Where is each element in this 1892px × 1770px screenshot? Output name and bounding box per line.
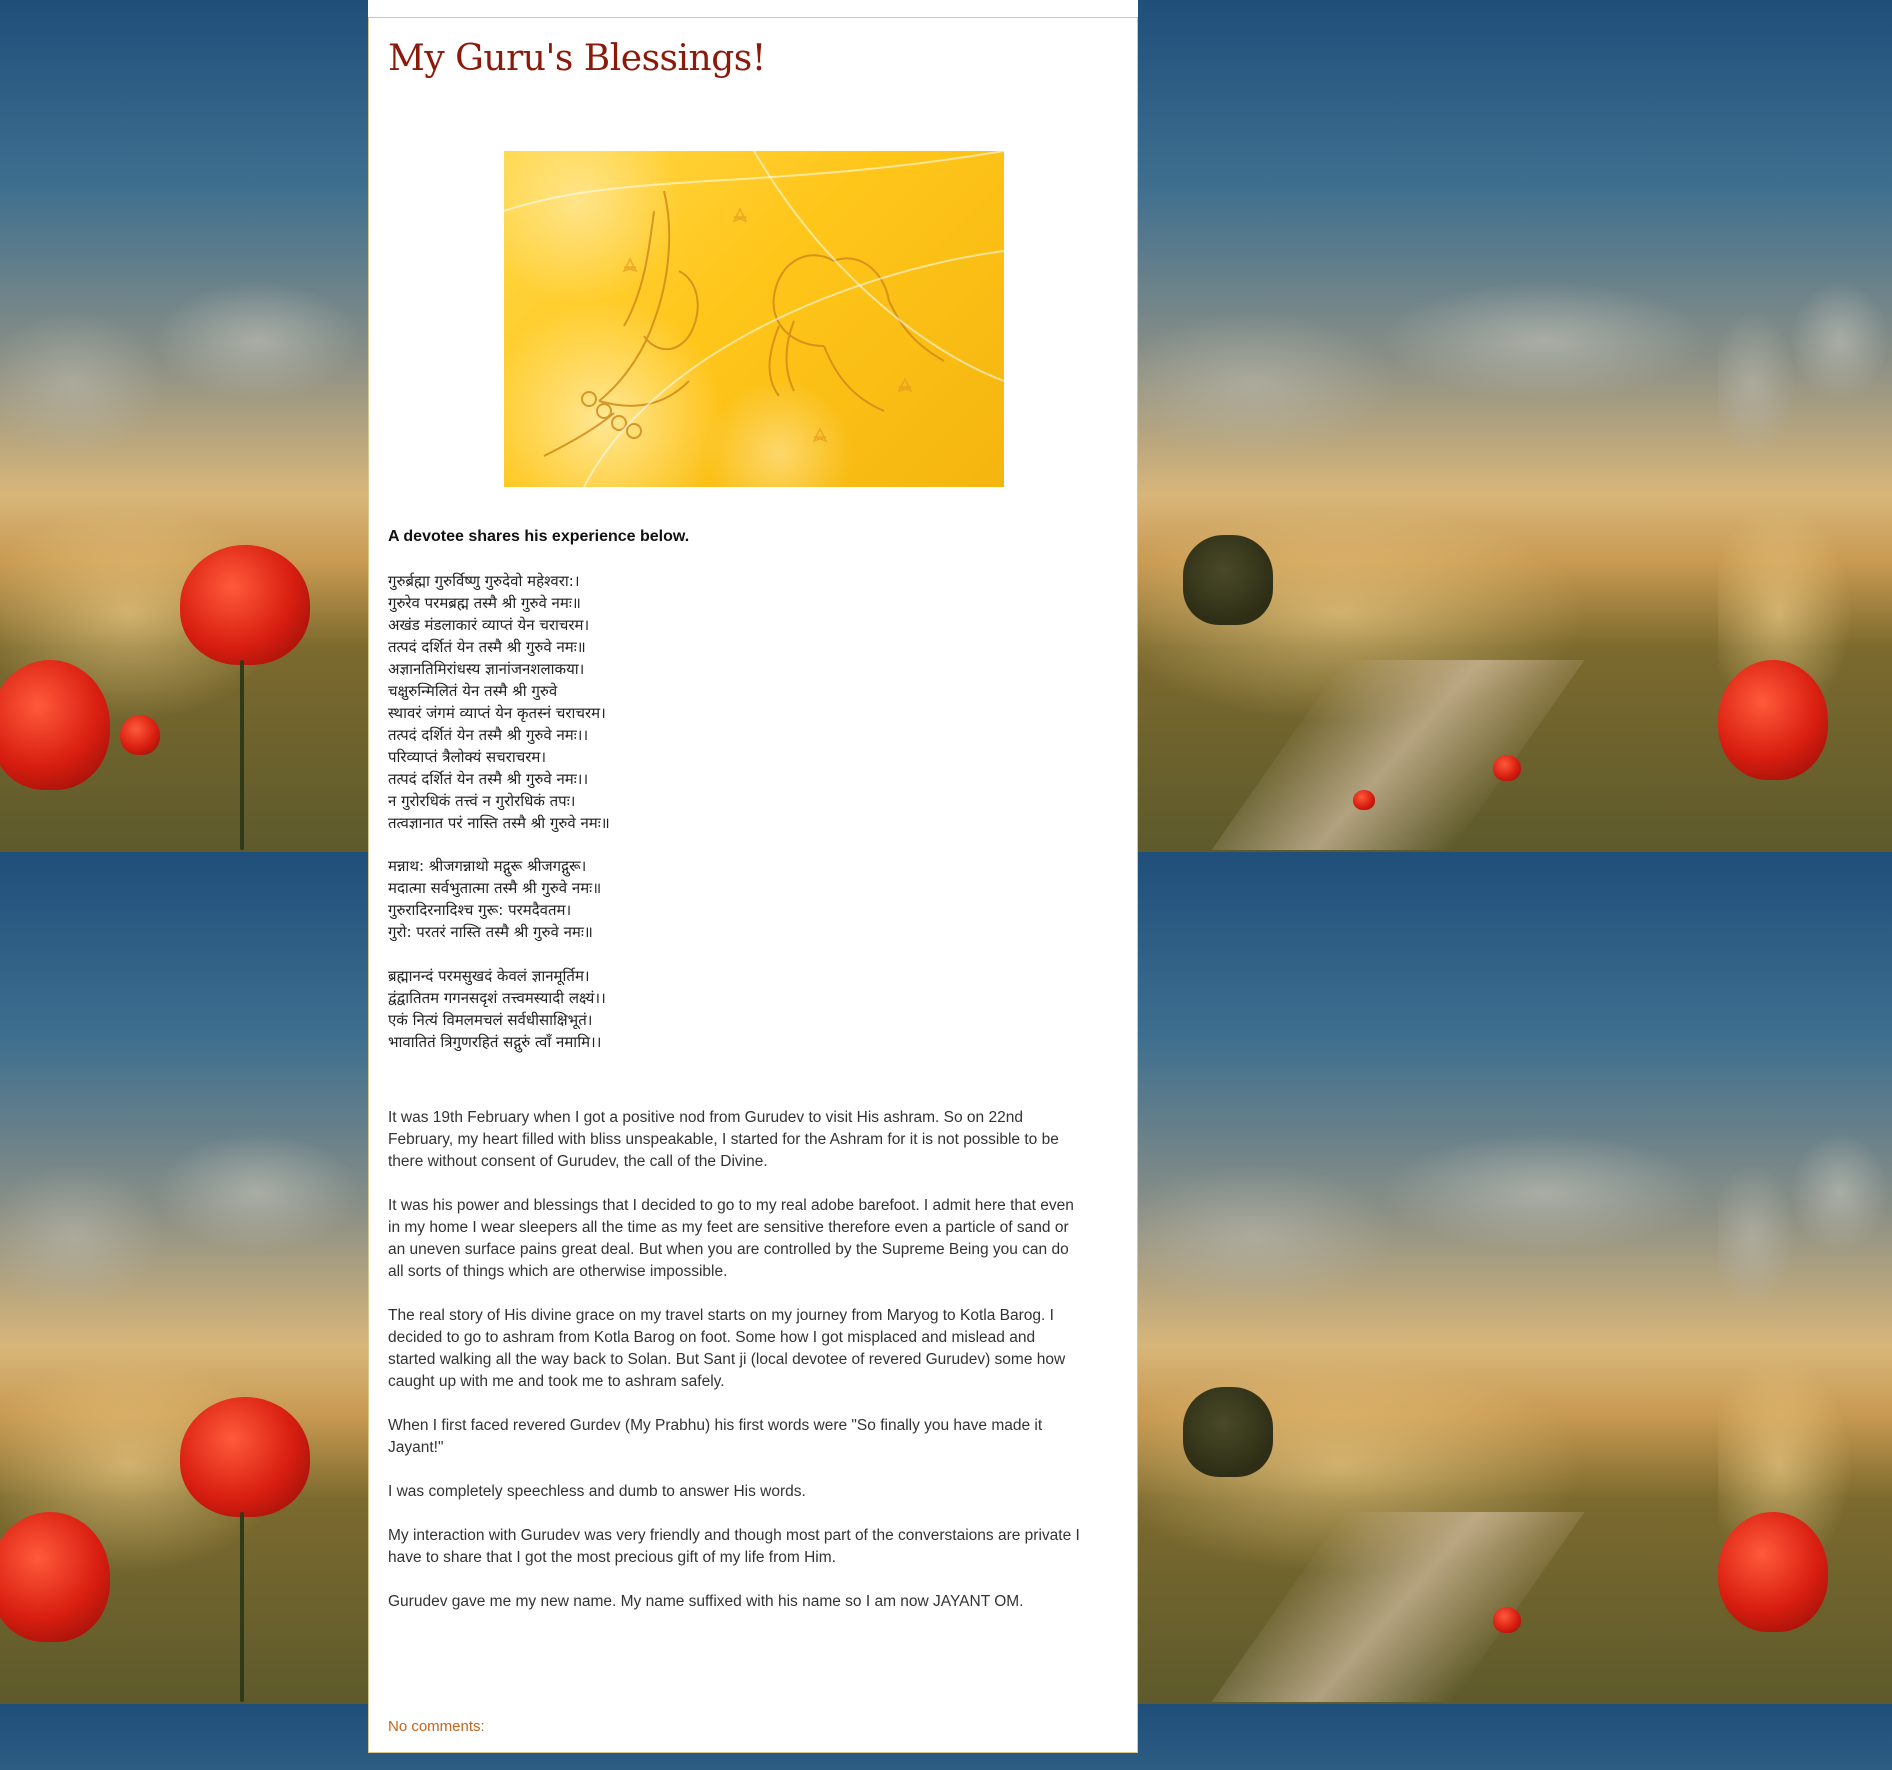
paragraph-line: It was 19th February when I got a positive nod from Gurudev to visit His ashram. So on 22nd <box>388 1109 1023 1126</box>
post-title[interactable]: My Guru's Blessings! <box>388 38 766 79</box>
paragraph-line: have to share that I got the most precious gift of my life from Him. <box>388 1549 836 1566</box>
paragraph-line: in my home I wear sleepers all the time as my feet are sensitive therefore even a particle of sand or <box>388 1219 1069 1236</box>
sanskrit-verse-block <box>388 570 1108 834</box>
poppy-flower <box>180 1397 310 1517</box>
paragraph-line: The real story of His divine grace on my travel starts on my journey from Maryog to Kotla Barog. I <box>388 1307 1054 1324</box>
sanskrit-verse-block <box>388 855 1108 943</box>
paragraph-line: I was completely speechless and dumb to answer His words. <box>388 1483 806 1500</box>
verse-line: न गुरोरधिकं तत्त्वं न गुरोरधिकं तपः। <box>388 792 576 810</box>
paragraph-line: My interaction with Gurudev was very friendly and though most part of the converstaions are private I <box>388 1527 1080 1544</box>
comments-link[interactable]: No comments: <box>388 1718 485 1735</box>
paragraph-line: February, my heart filled with bliss unspeakable, I started for the Ashram for it is not possible to be <box>388 1131 1059 1148</box>
verse-line: स्थावरं जंगमं व्याप्तं येन कृतस्नं चराचरम। <box>388 704 606 722</box>
background-tile <box>0 852 368 1704</box>
poppy-flower <box>1718 660 1828 780</box>
road <box>1211 660 1584 850</box>
post-lead-text: A devotee shares his experience below. <box>388 528 690 545</box>
paragraph-line: Gurudev gave me my new name. My name suffixed with his name so I am now JAYANT OM. <box>388 1593 1024 1610</box>
paragraph-line: an uneven surface pains great deal. But when you are controlled by the Supreme Being you can do <box>388 1241 1069 1258</box>
tree <box>1183 1387 1273 1477</box>
verse-line: तत्वज्ञानात परं नास्ति तस्मै श्री गुरुवे नमः॥ <box>388 814 610 832</box>
verse-line: ब्रह्मानन्दं परमसुखदं केवलं ज्ञानमूर्तिम। <box>388 967 590 985</box>
blog-post <box>368 17 1138 1753</box>
verse-line: मदात्मा सर्वभुतात्मा तस्मै श्री गुरुवे नमः॥ <box>388 879 602 897</box>
poppy-flower <box>180 545 310 665</box>
post-paragraph <box>388 1591 1118 1613</box>
verse-line: गुरुर्ब्रह्मा गुरुर्विष्णु गुरुदेवो महेश्वरा:। <box>388 572 580 590</box>
paragraph-line: caught up with me and took me to ashram safely. <box>388 1373 725 1390</box>
verse-line: गुरो: परतरं नास्ति तस्मै श्री गुरुवे नमः॥ <box>388 923 593 941</box>
paragraph-line: started walking all the way back to Solan. But Sant ji (local devotee of revered Gurudev) some how <box>388 1351 1066 1368</box>
verse-line: गुरुरादिरनादिश्च गुरू: परमदैवतम। <box>388 901 572 919</box>
verse-line: अज्ञानतिमिरांधस्य ज्ञानांजनशलाकया। <box>388 660 585 678</box>
verse-line: द्वंद्वातितम गगनसदृशं तत्त्वमस्यादी लक्ष्यं।। <box>388 989 606 1007</box>
verse-line: तत्पदं दर्शितं येन तस्मै श्री गुरुवे नमः॥ <box>388 638 586 656</box>
poppy-flower <box>1718 1512 1828 1632</box>
background-tile <box>0 0 368 852</box>
background-tile <box>1718 0 1892 852</box>
poppy-flower <box>1493 755 1521 781</box>
post-paragraph <box>388 1107 1118 1173</box>
tree <box>1183 535 1273 625</box>
guru-illustration-image[interactable] <box>504 151 1004 487</box>
poppy-flower <box>120 715 160 755</box>
paragraph-line: all sorts of things which are otherwise impossible. <box>388 1263 728 1280</box>
poppy-stem <box>240 660 244 850</box>
verse-line: गुरुरेव परमब्रह्म तस्मै श्री गुरुवे नमः॥ <box>388 594 581 612</box>
paragraph-line: decided to go to ashram from Kotla Barog on foot. Some how I got misplaced and mislead and <box>388 1329 1036 1346</box>
background-tile <box>1138 852 1718 1704</box>
paragraph-line: Jayant!" <box>388 1439 444 1456</box>
post-paragraph <box>388 1525 1118 1569</box>
paragraph-line: there without consent of Gurudev, the call of the Divine. <box>388 1153 768 1170</box>
verse-line: एकं नित्यं विमलमचलं सर्वधीसाक्षिभूतं। <box>388 1011 593 1029</box>
background-tile <box>1718 852 1892 1704</box>
background-tile <box>1138 0 1718 852</box>
poppy-flower <box>1353 790 1375 810</box>
poppy-flower <box>0 660 110 790</box>
road <box>1211 1512 1584 1702</box>
verse-line: तत्पदं दर्शितं येन तस्मै श्री गुरुवे नमः।। <box>388 770 589 788</box>
post-paragraph <box>388 1195 1118 1283</box>
post-paragraph <box>388 1305 1118 1393</box>
guru-line-drawing <box>504 151 1004 487</box>
verse-line: चक्षुरुन्मिलितं येन तस्मै श्री गुरुवे <box>388 682 558 700</box>
verse-line: भावातितं त्रिगुणरहितं सद्गुरुं त्वाँ नमामि।। <box>388 1033 602 1051</box>
poppy-stem <box>240 1512 244 1702</box>
verse-line: परिव्याप्तं त्रैलोक्यं सचराचरम। <box>388 748 547 766</box>
post-paragraph <box>388 1415 1118 1459</box>
paragraph-line: It was his power and blessings that I decided to go to my real adobe barefoot. I admit here that even <box>388 1197 1074 1214</box>
verse-line: तत्पदं दर्शितं येन तस्मै श्री गुरुवे नमः।। <box>388 726 589 744</box>
verse-line: मन्नाथ: श्रीजगन्नाथो मद्गुरू श्रीजगद्गुरू। <box>388 857 587 875</box>
post-paragraph <box>388 1481 1118 1503</box>
paragraph-line: When I first faced revered Gurdev (My Prabhu) his first words were "So finally you have made it <box>388 1417 1043 1434</box>
poppy-flower <box>1493 1607 1521 1633</box>
sanskrit-verse-block <box>388 965 1108 1053</box>
poppy-flower <box>0 1512 110 1642</box>
verse-line: अखंड मंडलाकारं व्याप्तं येन चराचरम। <box>388 616 590 634</box>
